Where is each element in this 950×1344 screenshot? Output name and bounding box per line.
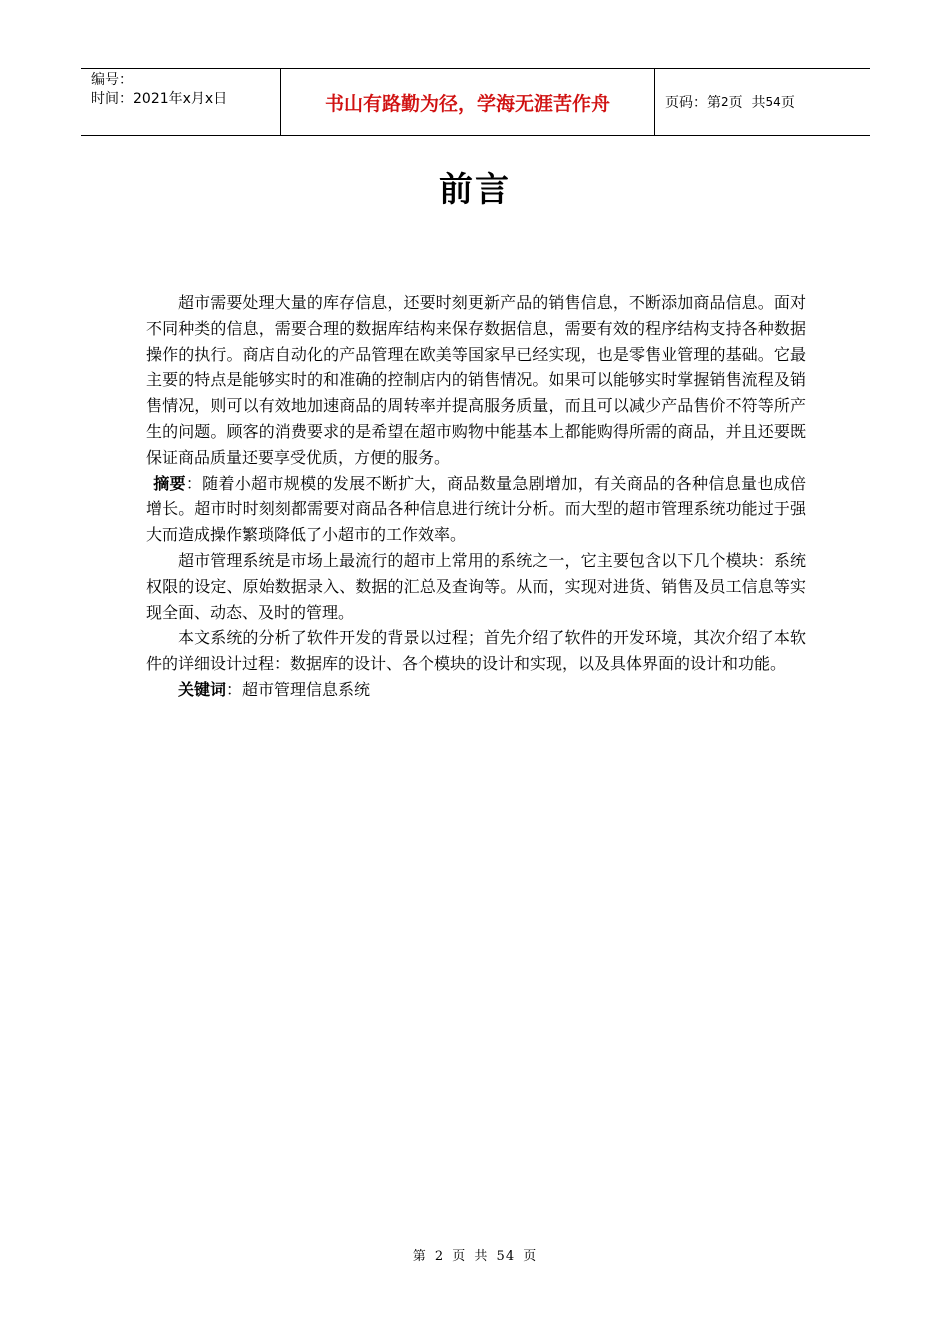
body-content	[146, 290, 806, 703]
header-page-cell	[655, 69, 870, 135]
page-label-prefix: 页码：第	[665, 95, 721, 111]
header-motto: 书山有路勤为径，学海无涯苦作舟	[324, 92, 610, 115]
keywords-text: ：超市管理信息系统	[226, 679, 371, 699]
keywords-label: 关键词	[178, 679, 227, 699]
abstract-paragraph	[146, 471, 806, 548]
keywords-paragraph	[146, 677, 806, 703]
abstract-text: ：随着小超市规模的发展不断扩大，商品数量急剧增加，有关商品的各种信息量也成倍增长。超市时时刻刻都需要对商品各种信息进行统计分析。而大型的超市管理系统功能过于强大而造成操作繁琐降低了小超市的工作效率。	[146, 473, 806, 545]
document-date-label: 时间：2021年x月x日	[91, 91, 228, 107]
modules-paragraph: 超市管理系统是市场上最流行的超市上常用的系统之一，它主要包含以下几个模块：系统权限的设定、原始数据录入、数据的汇总及查询等。从而，实现对进货、销售及员工信息等实现全面、动态、及时的管理。	[146, 550, 806, 622]
page-footer: 第 2 页 共 54 页	[412, 1249, 538, 1264]
intro-paragraph: 超市需要处理大量的库存信息，还要时刻更新产品的销售信息，不断添加商品信息。面对不同种类的信息，需要合理的数据库结构来保存数据信息，需要有效的程序结构支持各种数据操作的执行。商店自动化的产品管理在欧美等国家早已经实现，也是零售业管理的基础。它最主要的特点是能够实时的和准确的控制店内的销售情况。如果可以能够实时掌握销售流程及销售情况，则可以有效地加速商品的周转率并提高服务质量，而且可以减少产品售价不符等所产生的问题。顾客的消费要求的是希望在超市购物中能基本上都能购得所需的商品，并且还要既保证商品质量还要享受优质，方便的服务。	[146, 293, 806, 467]
overview-paragraph: 本文系统的分析了软件开发的背景以过程；首先介绍了软件的开发环境，其次介绍了本软件的详细设计过程：数据库的设计、各个模块的设计和实现，以及具体界面的设计和功能。	[146, 628, 806, 674]
page-total: 54	[765, 95, 781, 109]
document-header	[81, 68, 870, 136]
page-title: 前言	[439, 170, 511, 210]
page-label-suffix: 页	[780, 95, 795, 111]
header-meta-cell	[81, 69, 281, 135]
document-number-label: 编号：	[91, 72, 133, 88]
abstract-label: 摘要	[153, 473, 186, 493]
page-label-mid: 页 共	[728, 95, 766, 111]
header-motto-cell	[281, 69, 655, 135]
page-current: 2	[721, 95, 729, 109]
